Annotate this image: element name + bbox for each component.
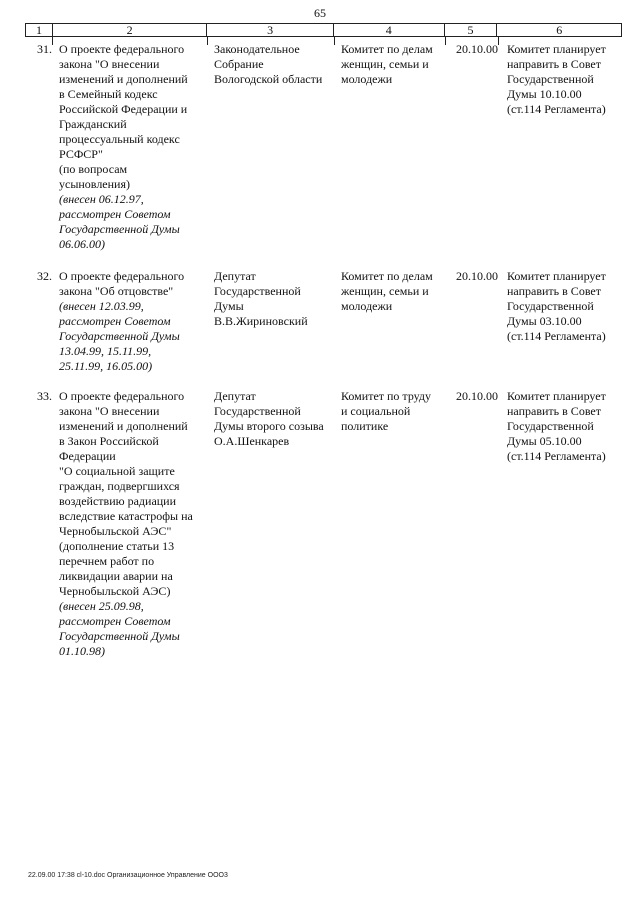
bill-title: О проекте федерального закона "Об отцовстве" (внесен 12.03.99, рассмотрен Советом Государственной Думы 13.04.99, 15.11.99, 25.11.99, 16.05.00) — [59, 269, 185, 373]
row-number: 31. — [37, 42, 52, 56]
header-col-5: 5 — [445, 24, 498, 36]
bill-note: (внесен 25.09.98, рассмотрен Советом Государственной Думы 01.10.98) — [59, 599, 180, 658]
row-number: 33. — [37, 389, 52, 403]
bill-note: (внесен 06.12.97, рассмотрен Советом Государственной Думы 06.06.00) — [59, 192, 180, 251]
bill-author: Законодательное Собрание Вологодской области — [214, 42, 323, 86]
date: 20.10.00 — [456, 42, 498, 56]
committee: Комитет по труду и социальной политике — [341, 389, 432, 433]
date: 20.10.00 — [456, 269, 498, 283]
header-col-3: 3 — [207, 24, 334, 36]
bill-note: (внесен 12.03.99, рассмотрен Советом Государственной Думы 13.04.99, 15.11.99, 25.11.99, 16.05.00) — [59, 299, 180, 373]
committee: Комитет по делам женщин, семьи и молодежи — [341, 269, 433, 313]
table-header — [25, 23, 622, 37]
document-footer: 22.09.00 17:38 cl-10.doc Организационное Управление ООО3 — [28, 872, 228, 879]
bill-title: О проекте федерального закона "О внесении изменений и дополнений в Семейный кодекс Российской Федерации и Гражданский процессуальный кодекс РСФСР" (по вопросам усыновления) (внесен 06.12.97, рассмотрен Советом Государственной Думы 06.06.00) — [59, 42, 188, 251]
bill-title: О проекте федерального закона "О внесении изменений и дополнений в Закон Российской Федерации "О социальной защите граждан, подвергшихся воздействию радиации вследствие катастрофы на Чернобыльской АЭС" (дополнение статьи 13 перечнем работ по ликвидации аварии на Чернобыльской АЭС) (внесен 25.09.98, рассмотрен Советом Государственной Думы 01.10.98) — [59, 389, 193, 658]
column-divider — [52, 37, 53, 45]
header-col-6: 6 — [556, 23, 563, 37]
decision: Комитет планирует направить в Совет Государственной Думы 05.10.00 (ст.114 Регламента) — [507, 389, 606, 463]
header-col-2: 2 — [53, 24, 207, 36]
header-col-1: 1 — [26, 24, 53, 36]
committee: Комитет по делам женщин, семьи и молодежи — [341, 42, 433, 86]
decision: Комитет планирует направить в Совет Государственной Думы 03.10.00 (ст.114 Регламента) — [507, 269, 606, 343]
row-number: 32. — [37, 269, 52, 283]
header-col-4: 4 — [334, 24, 445, 36]
date: 20.10.00 — [456, 389, 498, 403]
bill-author: Депутат Государственной Думы второго созыва О.А.Шенкарев — [214, 389, 324, 448]
decision: Комитет планирует направить в Совет Государственной Думы 10.10.00 (ст.114 Регламента) — [507, 42, 606, 116]
page-number: 65 — [314, 6, 326, 20]
bill-author: Депутат Государственной Думы В.В.Жириновский — [214, 269, 308, 328]
